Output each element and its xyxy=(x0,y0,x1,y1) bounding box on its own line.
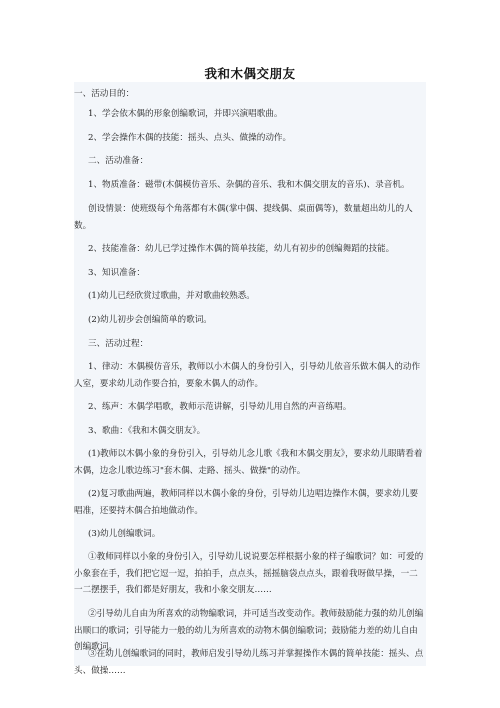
paragraph: ②引导幼儿自由为所喜欢的动物编歌词，并可适当改变动作。教师鼓励能力强的幼儿创编出顺口的歌词；引导能力一般的幼儿为所喜欢的动物木偶创编歌词；鼓励能力差的幼儿自由创编歌词。 xyxy=(74,609,424,652)
paragraph: 一、活动目的： xyxy=(74,89,135,99)
document-title: 我和木偶交朋友 xyxy=(204,66,296,81)
paragraph: 2、练声：木偶学唱歌，教师示范讲解，引导幼儿用自然的声音练唱。 xyxy=(88,402,352,412)
paragraph: (2)幼儿初步会创编简单的歌词。 xyxy=(88,315,212,325)
paragraph: ③在幼儿创编歌词的同时，教师启发引导幼儿练习并掌握操作木偶的简单技能：摇头、点头、做操…… xyxy=(74,649,424,676)
paragraph: (3)幼儿创编歌词。 xyxy=(88,529,161,539)
paragraph: 1、学会依木偶的形象创编歌词，并即兴演唱歌曲。 xyxy=(88,109,283,119)
paragraph: 1、物质准备：磁带(木偶模仿音乐、杂偶的音乐、我和木偶交朋友的音乐)、录音机。 xyxy=(88,180,410,190)
paragraph: 三、活动过程： xyxy=(88,339,149,349)
paragraph: 1、律动：木偶模仿音乐，教师以小木偶人的身份引入，引导幼儿依音乐做木偶人的动作人室，要求幼儿动作要合拍，要象木偶人的动作。 xyxy=(74,362,421,389)
paragraph: 2、技能准备：幼儿已学过操作木偶的简单技能，幼儿有初步的创编舞蹈的技能。 xyxy=(88,244,395,254)
paragraph: 3、歌曲：《我和木偶交朋友》。 xyxy=(88,426,206,436)
paragraph: (1)教师以木偶小象的身份引入，引导幼儿念儿歌《我和木偶交朋友》，要求幼儿眼睛看着木偶，边念儿歌边练习"套木偶、走路、摇头、做操"的动作。 xyxy=(74,449,423,476)
paragraph: (2)复习歌曲两遍，教师同样以木偶小象的身份，引导幼儿边唱边操作木偶，要求幼儿要唱准，还要持木偶合拍地做动作。 xyxy=(74,489,419,516)
paragraph: 2、学会操作木偶的技能：摇头、点头、做操的动作。 xyxy=(88,133,292,143)
paragraph: ①教师同样以小象的身份引入，引导幼儿说说要怎样根据小象的样子编歌词？如：可爱的小象套在手，我们把它逗一逗，拍拍手，点点头，摇摇脑袋点点头，跟着我呀做早操，一二一二摆摆手，我们都是好朋友，我和小象交朋友…… xyxy=(74,552,424,595)
paragraph: 创设情景：使班级每个角落都有木偶(掌中偶、提线偶、桌面偶等)，数量超出幼儿的人数。 xyxy=(74,204,413,231)
paragraph: (1)幼儿已经欣赏过歌曲，并对歌曲较熟悉。 xyxy=(88,291,255,301)
paragraph: 3、知识准备： xyxy=(88,268,146,278)
paragraph: 二、活动准备： xyxy=(88,156,149,166)
document-body xyxy=(74,82,426,676)
